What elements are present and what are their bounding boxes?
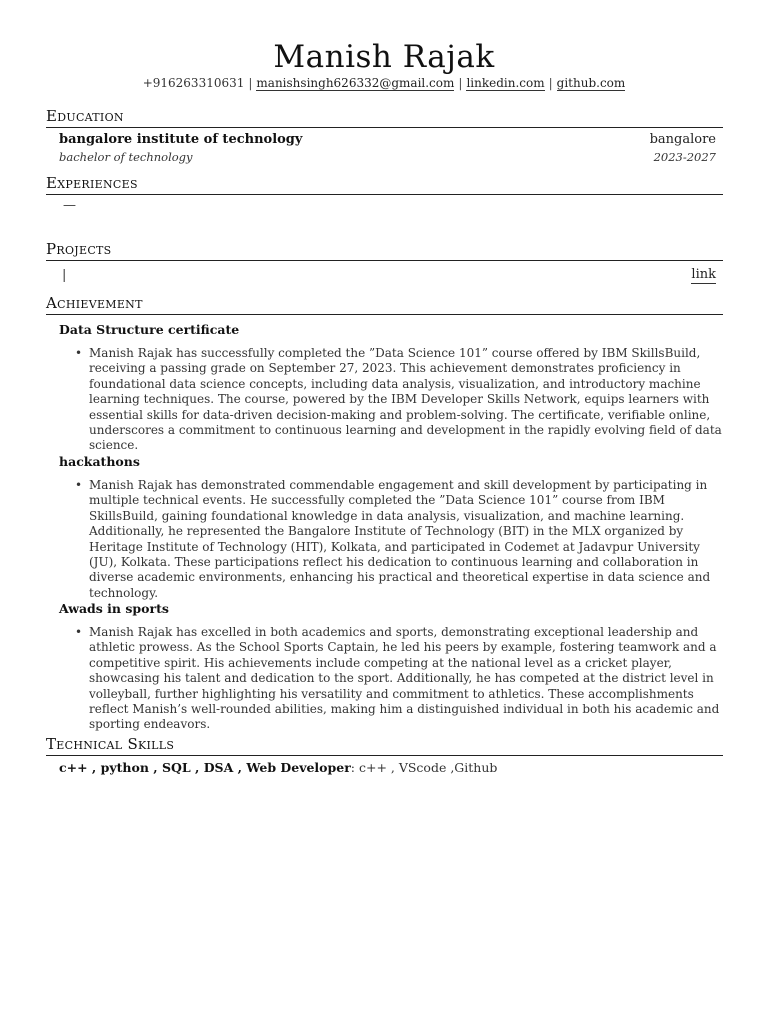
email-link[interactable]: manishsingh626332@gmail.com <box>256 76 455 90</box>
achievement-title: Data Structure certificate <box>59 322 240 337</box>
experiences-placeholder: — <box>63 198 76 213</box>
projects-heading: Projects <box>46 239 723 261</box>
candidate-name: Manish Rajak <box>273 39 495 75</box>
achievement-text: Manish Rajak has successfully completed the ”Data Science 101” course offered by IBM SkillsBuild, receiving a passing grade on September 27, 2023. This achievement demonstrates proficiency in foundational data science concepts, including data analysis, visualization, and introductory machine learning techniques. The course, powered by the IBM Developer Skills Network, equips learners with essential skills for data-driven decision-making and problem-solving. The certificate, verifiable online, underscores a commitment to continuous learning and development in the rapidly evolving field of data science. <box>89 346 722 453</box>
achievement-bullet <box>75 346 725 454</box>
achievement-text: Manish Rajak has excelled in both academics and sports, demonstrating exceptional leadership and athletic prowess. As the School Sports Captain, he led his peers by example, fostering teamwork and a competitive spirit. His achievements include competing at the national level as a cricket player, showcasing his talent and dedication to the sport. Additionally, he has competed at the district level in volleyball, further highlighting his versatility and commitment to athletics. These accomplishments reflect Manish’s well-rounded abilities, making him a distinguished individual in both his academic and sporting endeavors. <box>89 625 720 732</box>
education-institution-row <box>59 131 716 148</box>
degree-name: bachelor of technology <box>59 150 193 164</box>
contact-line <box>0 74 768 92</box>
linkedin-link[interactable]: linkedin.com <box>466 76 545 90</box>
skills-line <box>59 759 497 776</box>
achievement-title: Awads in sports <box>59 601 169 616</box>
achievement-text: Manish Rajak has demonstrated commendable engagement and skill development by participating in multiple technical events. He successfully completed the ”Data Science 101” course from IBM SkillsBuild, gaining foundational knowledge in data analysis, visualization, and machine learning. Additionally, he represented the Bangalore Institute of Technology (BIT) in the MLX organized by Heritage Institute of Technology (HIT), Kolkata, and participated in Codemet at Jadavpur University (JU), Kolkata. These participations reflect his dedication to continuous learning and collaboration in diverse academic environments, enhancing his practical and theoretical expertise in data science and technology. <box>89 478 711 600</box>
institution-location: bangalore <box>649 132 716 147</box>
projects-placeholder: | <box>62 268 67 283</box>
achievement-heading: Achievement <box>46 293 723 315</box>
contact-separator: | <box>458 76 463 90</box>
bullet-dot: • <box>75 625 83 639</box>
bullet-dot: • <box>75 478 83 492</box>
contact-separator: | <box>548 76 553 90</box>
achievement-title: hackathons <box>59 454 140 469</box>
achievement-bullet <box>75 478 725 601</box>
education-dates: 2023-2027 <box>653 150 716 164</box>
achievement-bullet <box>75 625 725 733</box>
education-heading: Education <box>46 106 723 128</box>
experiences-heading: Experiences <box>46 173 723 195</box>
institution-name: bangalore institute of technology <box>59 132 303 147</box>
github-link[interactable]: github.com <box>556 76 626 90</box>
education-degree-row <box>59 149 716 166</box>
skills-tools: : c++ , VScode ,Github <box>350 760 498 775</box>
bullet-dot: • <box>75 346 83 360</box>
phone-number: +916263310631 <box>142 76 245 90</box>
skills-bold: c++ , python , SQL , DSA , Web Developer <box>59 760 351 775</box>
contact-separator: | <box>248 76 253 90</box>
project-link[interactable]: link <box>691 267 716 282</box>
skills-heading: Technical Skills <box>46 734 723 756</box>
